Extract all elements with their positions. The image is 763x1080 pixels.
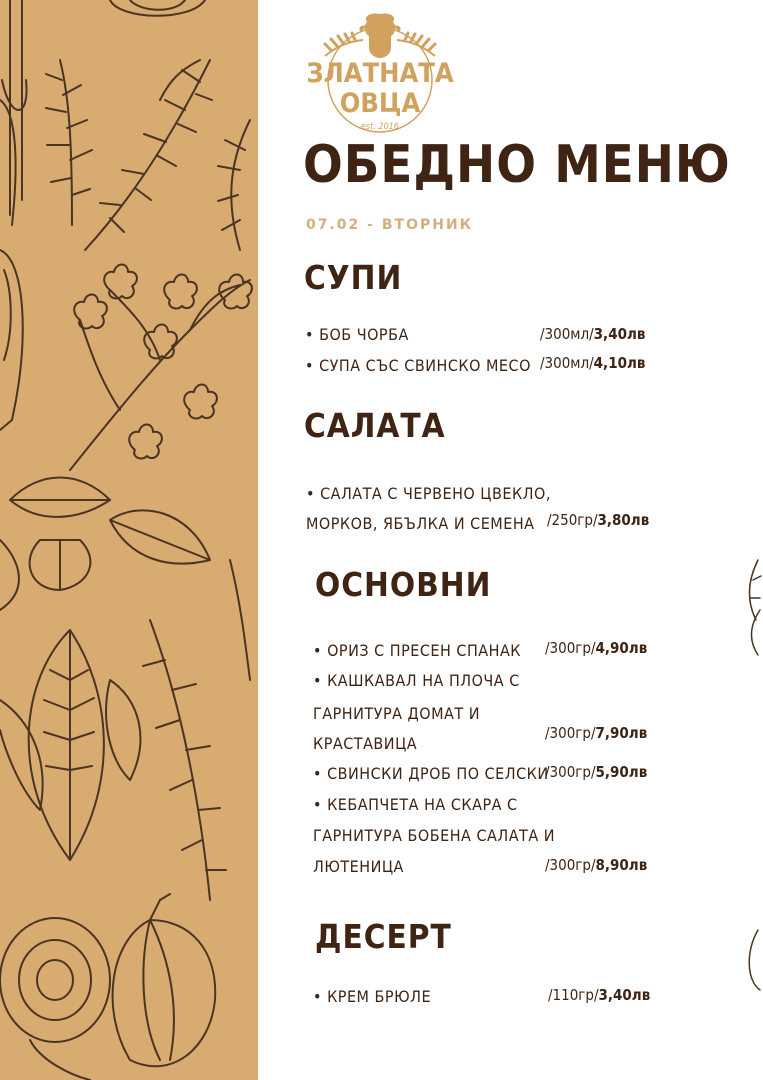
menu-item-price: /300гр/8,90лв <box>545 856 648 874</box>
menu-item-name: • КЕБАПЧЕТА НА СКАРА С <box>313 795 518 814</box>
menu-item-price: /250гр/3,80лв <box>547 511 650 529</box>
herbs-illustration <box>0 0 258 1080</box>
section-heading-salad: САЛАТА <box>304 406 446 445</box>
menu-date: 07.02 - ВТОРНИК <box>306 217 474 233</box>
menu-item-name: • САЛАТА С ЧЕРВЕНО ЦВЕКЛО, <box>306 484 551 503</box>
menu-item-price: /300гр/7,90лв <box>545 724 648 742</box>
logo-text-line1: ЗЛАТНАТА <box>306 58 454 89</box>
menu-item-name: • КАШКАВАЛ НА ПЛОЧА С <box>313 671 520 690</box>
herb-illustration-panel <box>0 0 258 1080</box>
menu-item-name-continued: КРАСТАВИЦА <box>313 734 418 753</box>
menu-item-name-continued: ГАРНИТУРА БОБЕНА САЛАТА И <box>313 826 556 845</box>
section-heading-dessert: ДЕСЕРТ <box>315 917 452 956</box>
menu-item-price: /300гр/5,90лв <box>545 763 648 781</box>
menu-item-name: • ОРИЗ С ПРЕСЕН СПАНАК <box>313 641 522 660</box>
section-heading-mains: ОСНОВНИ <box>315 565 492 604</box>
logo-established: est. 2016 <box>360 122 400 132</box>
section-heading-soups: СУПИ <box>304 258 403 297</box>
menu-item-name-continued: МОРКОВ, ЯБЪЛКА И СЕМЕНА <box>306 514 535 533</box>
menu-item-price: /110гр/3,40лв <box>548 986 651 1004</box>
menu-item-name: • КРЕМ БРЮЛЕ <box>313 987 432 1006</box>
right-edge-illustration <box>738 0 763 1080</box>
menu-item-price: /300мл/3,40лв <box>540 325 646 343</box>
menu-item-name: • СВИНСКИ ДРОБ ПО СЕЛСКИ <box>313 764 549 783</box>
restaurant-logo <box>305 12 455 136</box>
menu-item-price: /300мл/4,10лв <box>540 354 646 372</box>
menu-item-name-continued: ЛЮТЕНИЦА <box>313 857 404 876</box>
herb-edge-icon <box>738 0 763 1080</box>
page-title: ОБЕДНО МЕНЮ <box>303 135 731 195</box>
menu-item-name: • СУПА СЪС СВИНСКО МЕСО <box>305 356 531 375</box>
logo-text-line2: ОВЦА <box>339 88 421 119</box>
menu-item-name: • БОБ ЧОРБА <box>305 325 409 344</box>
menu-item-name-continued: ГАРНИТУРА ДОМАТ И <box>313 704 481 723</box>
menu-item-price: /300гр/4,90лв <box>545 639 648 657</box>
